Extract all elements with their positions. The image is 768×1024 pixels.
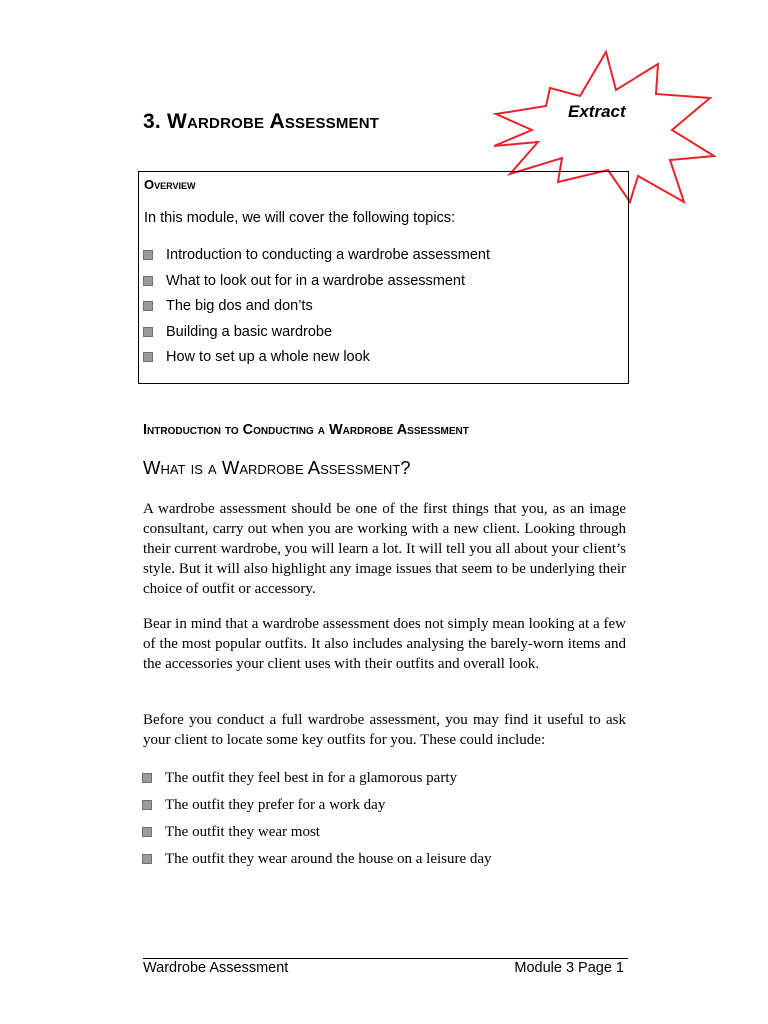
square-bullet-icon	[143, 276, 153, 286]
body-paragraph: Before you conduct a full wardrobe assessment, you may find it useful to ask your client to locate some key outfits for you. These could include:	[143, 712, 626, 748]
list-item	[139, 246, 490, 272]
outfit-text: The outfit they feel best in for a glamorous party	[165, 770, 457, 786]
topic-text: How to set up a whole new look	[166, 349, 370, 366]
page-title: 3. Wardrobe Assessment	[143, 110, 380, 133]
extract-label: Extract	[568, 102, 626, 121]
list-item	[138, 822, 492, 849]
outfit-text: The outfit they prefer for a work day	[165, 797, 386, 813]
list-item	[139, 323, 490, 349]
outfits-list	[138, 768, 492, 876]
footer-page-number: Module 3 Page 1	[514, 960, 624, 976]
square-bullet-icon	[143, 301, 153, 311]
body-paragraph: Bear in mind that a wardrobe assessment does not simply mean looking at a few of the most popular outfits. It also includes analysing the barely-worn items and the accessories your client uses with their outfits and overall look.	[143, 616, 626, 672]
list-item	[139, 297, 490, 323]
square-bullet-icon	[142, 800, 152, 810]
square-bullet-icon	[143, 250, 153, 260]
topic-text: The big dos and don’ts	[166, 298, 313, 315]
topic-text: What to look out for in a wardrobe assessment	[166, 272, 466, 289]
footer-title: Wardrobe Assessment	[143, 960, 289, 976]
square-bullet-icon	[142, 773, 152, 783]
list-item	[138, 768, 492, 795]
list-item	[139, 348, 490, 374]
list-item	[138, 795, 492, 822]
overview-box	[138, 171, 629, 384]
outfit-text: The outfit they wear around the house on a leisure day	[165, 851, 492, 867]
section-heading: Introduction to Conducting a Wardrobe Assessment	[143, 422, 469, 438]
list-item	[138, 849, 492, 876]
overview-heading: Overview	[144, 177, 196, 192]
topic-text: Introduction to conducting a wardrobe assessment	[166, 247, 491, 263]
list-item	[139, 272, 490, 298]
outfit-text: The outfit they wear most	[165, 824, 320, 840]
topics-list	[139, 246, 490, 374]
overview-intro: In this module, we will cover the following topics:	[144, 210, 456, 226]
footer-divider	[143, 958, 628, 959]
square-bullet-icon	[143, 352, 153, 362]
square-bullet-icon	[143, 327, 153, 337]
square-bullet-icon	[142, 827, 152, 837]
square-bullet-icon	[142, 854, 152, 864]
sub-heading: What is a Wardrobe Assessment?	[143, 457, 411, 478]
topic-text: Building a basic wardrobe	[166, 323, 333, 340]
body-paragraph: A wardrobe assessment should be one of the first things that you, as an image consultant, carry out when you are working with a new client. Looking through their current wardrobe, you will learn a lot. It will tell you all about your client’s style. But it will also highlight any image issues that seem to be underlying their choice of outfit or accessory.	[143, 501, 626, 597]
